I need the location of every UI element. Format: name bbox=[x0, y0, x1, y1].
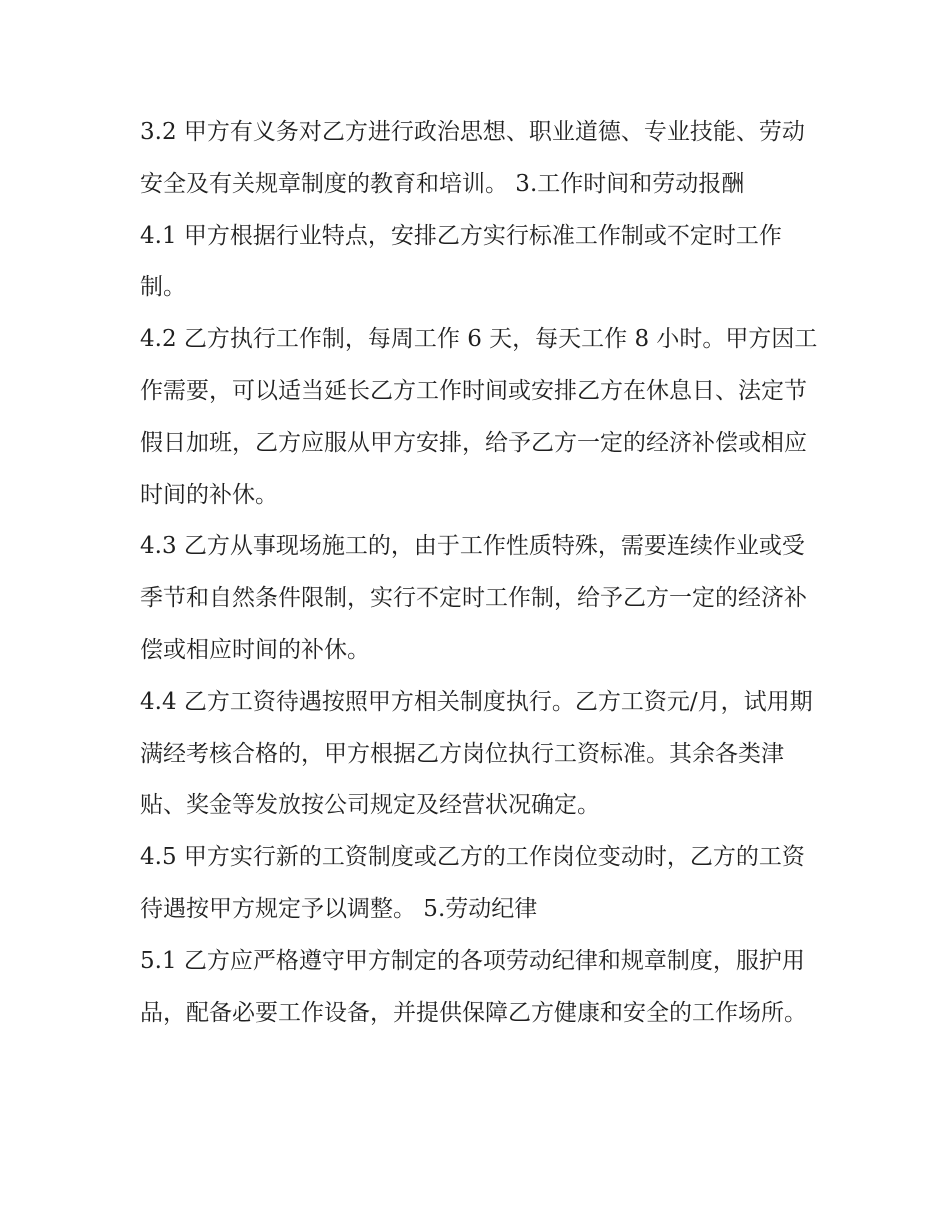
paragraph-5-1: 5.1 乙方应严格遵守甲方制定的各项劳动纪律和规章制度，服护用品，配备必要工作设备，并提供保障乙方健康和安全的工作场所。 bbox=[140, 947, 807, 1026]
document-body bbox=[140, 107, 820, 1039]
paragraph-4-5: 4.5 甲方实行新的工资制度或乙方的工作岗位变动时，乙方的工资待遇按甲方规定予以调整。 5.劳动纪律 bbox=[140, 844, 805, 922]
paragraph-4-4: 4.4 乙方工资待遇按照甲方相关制度执行。乙方工资元/月，试用期满经考核合格的，甲方根据乙方岗位执行工资标准。其余各类津贴、奖金等发放按公司规定及经营状况确定。 bbox=[140, 688, 813, 819]
paragraph-3-2: 3.2 甲方有义务对乙方进行政治思想、职业道德、专业技能、劳动安全及有关规章制度的教育和培训。 3.工作时间和劳动报酬 bbox=[140, 119, 805, 197]
paragraph-4-2: 4.2 乙方执行工作制，每周工作 6 天，每天工作 8 小时。甲方因工作需要，可以适当延长乙方工作时间或安排乙方在休息日、法定节假日加班，乙方应服从甲方安排，给予乙方一定的经济补偿或相应时间的补休。 bbox=[140, 326, 818, 508]
paragraph-4-1: 4.1 甲方根据行业特点，安排乙方实行标准工作制或不定时工作制。 bbox=[140, 222, 782, 301]
paragraph-4-3: 4.3 乙方从事现场施工的，由于工作性质特殊，需要连续作业或受季节和自然条件限制，实行不定时工作制，给予乙方一定的经济补偿或相应时间的补休。 bbox=[140, 533, 807, 663]
